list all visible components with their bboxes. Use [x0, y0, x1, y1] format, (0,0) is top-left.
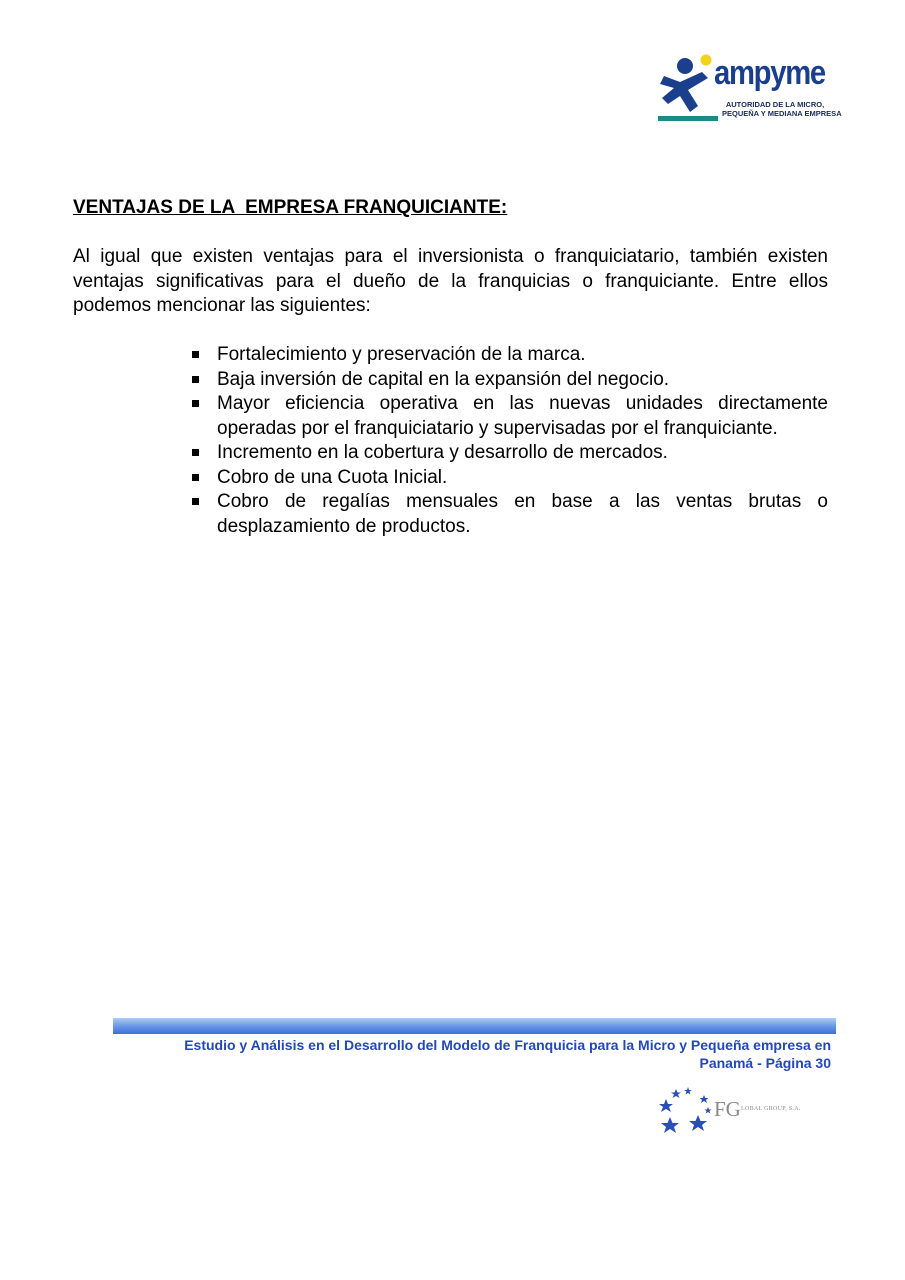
bullet-square-icon — [192, 400, 199, 407]
intro-paragraph: Al igual que existen ventajas para el inversionista o franquiciatario, también existen ventajas significativas para el dueño de la franquicias o franquiciante. Entre ellos podemos mencionar las siguientes: — [73, 246, 828, 316]
ampyme-figure-icon — [658, 54, 718, 124]
list-item: Incremento en la cobertura y desarrollo de mercados. — [190, 441, 828, 466]
advantages-list — [190, 343, 828, 539]
fg-initials: FG — [714, 1097, 741, 1121]
bullet-square-icon — [192, 474, 199, 481]
logo-tagline: AUTORIDAD DE LA MICRO, PEQUEÑA Y MEDIANA EMPRESA — [722, 100, 842, 118]
fg-company-name: LOBAL GROUP, S.A. — [741, 1106, 801, 1112]
ampyme-logo — [658, 54, 842, 126]
fg-global-group-logo — [654, 1085, 824, 1137]
bullet-square-icon — [192, 376, 199, 383]
footer-caption: Estudio y Análisis en el Desarrollo del Modelo de Franquicia para la Micro y Pequeña empresa en Panamá - Página 30 — [184, 1037, 831, 1071]
list-item: Fortalecimiento y preservación de la marca. — [190, 343, 828, 368]
star-ring-icon — [654, 1085, 716, 1137]
list-item: Cobro de regalías mensuales en base a las ventas brutas o desplazamiento de productos. — [190, 490, 828, 539]
list-item: Cobro de una Cuota Inicial. — [190, 466, 828, 491]
bullet-square-icon — [192, 351, 199, 358]
footer-divider-bar — [113, 1018, 836, 1034]
list-item: Baja inversión de capital en la expansión del negocio. — [190, 368, 828, 393]
section-heading: VENTAJAS DE LA EMPRESA FRANQUICIANTE: — [73, 197, 508, 218]
bullet-square-icon — [192, 498, 199, 505]
logo-wordmark: ampyme — [714, 54, 825, 92]
list-item: Mayor eficiencia operativa en las nuevas unidades directamente operadas por el franquiciatario y supervisadas por el franquiciante. — [190, 392, 828, 441]
bullet-square-icon — [192, 449, 199, 456]
